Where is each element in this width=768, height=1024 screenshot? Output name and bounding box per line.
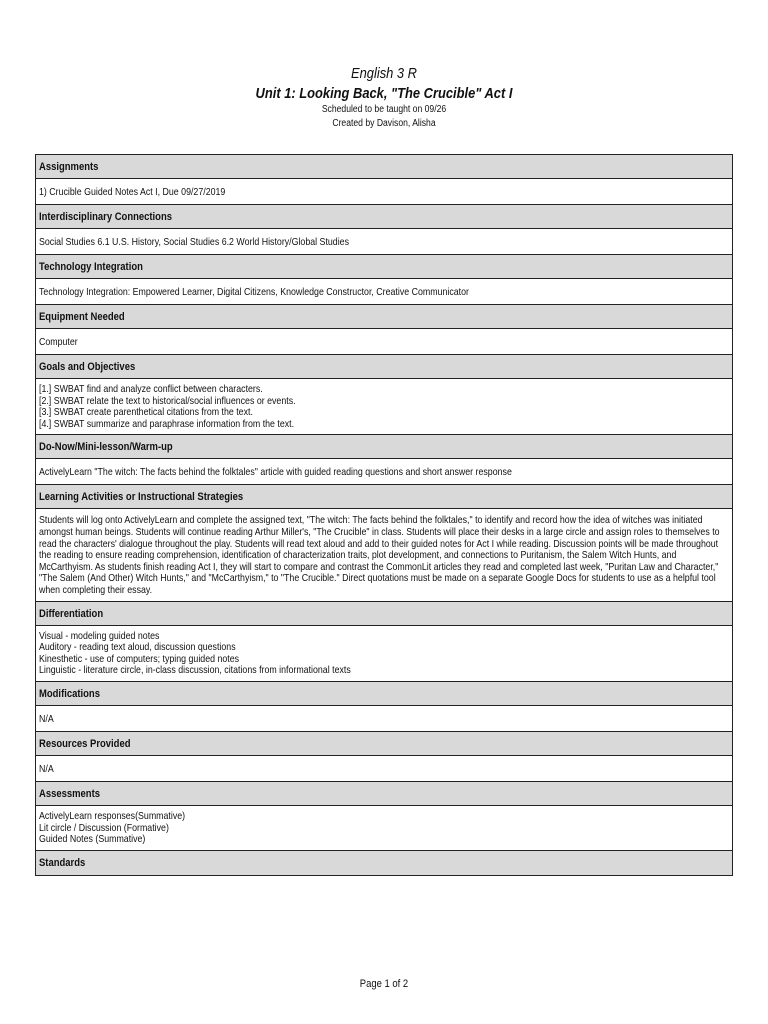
section-heading-interdisciplinary: Interdisciplinary Connections <box>36 205 732 229</box>
created-by: Created by Davison, Alisha <box>332 118 436 129</box>
modifications-item: N/A <box>39 712 54 725</box>
technology-item: Technology Integration: Empowered Learner, Digital Citizens, Knowledge Constructor, Creative Communicator <box>39 286 469 298</box>
section-heading-modifications: Modifications <box>36 682 732 706</box>
section-body-equipment <box>36 329 732 355</box>
document-header <box>0 64 768 131</box>
differentiation-item: Kinesthetic - use of computers; typing guided notes <box>39 652 240 665</box>
differentiation-item: Linguistic - literature circle, in-class discussion, citations from informational texts <box>39 664 351 677</box>
assignment-item: 1) Crucible Guided Notes Act I, Due 09/27/2019 <box>39 186 226 198</box>
goal-item: [4.] SWBAT summarize and paraphrase information from the text. <box>39 417 295 430</box>
assessment-item: Guided Notes (Summative) <box>39 833 146 846</box>
section-body-technology <box>36 279 732 305</box>
section-heading-standards: Standards <box>36 851 732 875</box>
course-name: English 3 R <box>351 65 417 82</box>
section-heading-resources: Resources Provided <box>36 732 732 756</box>
section-heading-equipment: Equipment Needed <box>36 305 732 329</box>
equipment-item: Computer <box>39 336 78 348</box>
section-body-modifications <box>36 706 732 732</box>
section-body-differentiation <box>36 626 732 682</box>
goal-item: [2.] SWBAT relate the text to historical/social influences or events. <box>39 394 296 407</box>
section-heading-do-now: Do-Now/Mini-lesson/Warm-up <box>36 435 732 459</box>
section-body-assessments <box>36 806 732 851</box>
section-heading-learning-activities: Learning Activities or Instructional Strategies <box>36 485 732 509</box>
do-now-item: ActivelyLearn "The witch: The facts behind the folktales" article with guided reading questions and short answer response <box>39 466 512 479</box>
section-body-resources <box>36 756 732 782</box>
assessment-item: ActivelyLearn responses(Summative) <box>39 809 186 822</box>
learning-activities-paragraph: Students will log onto ActivelyLearn and complete the assigned text, "The witch: The facts behind the folktales," to identify and record how the idea of witches was initiated amongst human beings. Students will continue reading Arthur Miller's, "The Crucible" in class. Students will place their desks in a large circle and assign roles to themselves to read the characters' dialogue throughout the play. Students will read text aloud and add to their guided notes for Act I while reading. Discussion points will be made throughout the reading to ensure reading comprehension, identification of characterization traits, plot development, and connections to Puritanism, the Salem Witch Hunts, and McCarthyism. As students finish reading Act I, they will start to compare and contrast the CommonLit articles they read and completed last week, "Puritan Law and Character," "The Salem (And Other) Witch Hunts," and "McCarthyism," to "The Crucible." Direct quotations must be made on a separate Google Docs for students to use as a helpful tool when completing their essay. <box>39 514 720 596</box>
section-heading-assignments: Assignments <box>36 155 732 179</box>
differentiation-item: Auditory - reading text aloud, discussion questions <box>39 641 236 654</box>
section-body-assignments <box>36 179 732 205</box>
section-body-interdisciplinary <box>36 229 732 255</box>
section-heading-differentiation: Differentiation <box>36 602 732 626</box>
section-body-learning-activities <box>36 509 732 601</box>
assessment-item: Lit circle / Discussion (Formative) <box>39 821 169 834</box>
goal-item: [1.] SWBAT find and analyze conflict between characters. <box>39 383 263 395</box>
section-body-goals <box>36 379 732 435</box>
interdisciplinary-item: Social Studies 6.1 U.S. History, Social Studies 6.2 World History/Global Studies <box>39 236 349 248</box>
page-number: Page 1 of 2 <box>359 978 409 990</box>
goal-item: [3.] SWBAT create parenthetical citations from the text. <box>39 406 253 419</box>
section-heading-technology: Technology Integration <box>36 255 732 279</box>
section-heading-goals: Goals and Objectives <box>36 355 732 379</box>
resources-item: N/A <box>39 762 54 775</box>
section-body-do-now <box>36 459 732 485</box>
differentiation-item: Visual - modeling guided notes <box>39 629 160 642</box>
lesson-plan-table <box>35 154 733 876</box>
unit-title: Unit 1: Looking Back, "The Crucible" Act I <box>255 85 513 102</box>
section-heading-assessments: Assessments <box>36 782 732 806</box>
scheduled-date: Scheduled to be taught on 09/26 <box>321 104 447 115</box>
